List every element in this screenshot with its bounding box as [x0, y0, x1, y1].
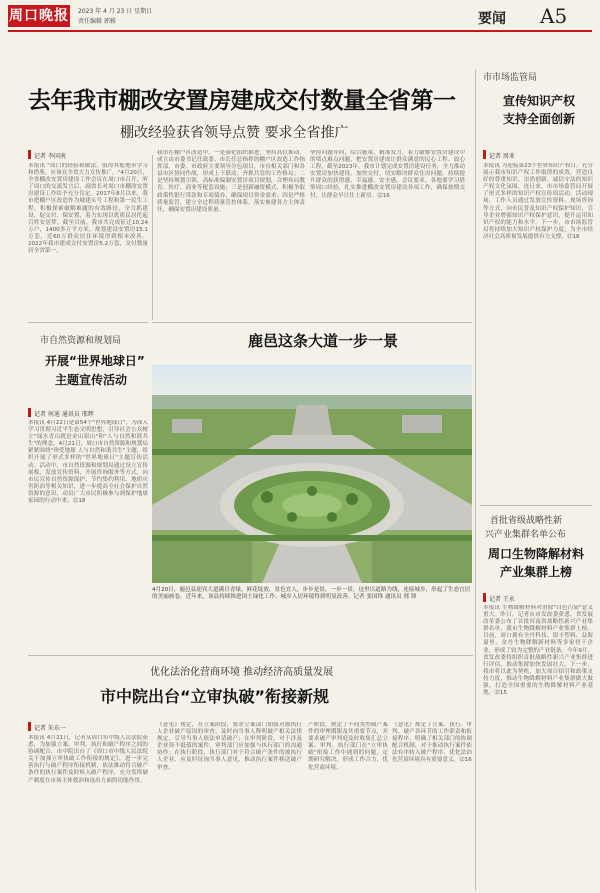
- bottom-column-1: 本报讯 4月21日，记者从周口市中级人民法院获悉，为加强立案、审判、执行和破产程序之间的协调配合，市中院出台了《周口市中级人民法院关于加强立审执破工作衔接的规定》，进一步完善执行与破产程序衔接机制，依法推动符合破产条件的执行案件及时转入破产程序，充分发挥破产制度在市场主体救治和退出方面的功能作用。: [28, 735, 148, 784]
- left-mid-byline: 记者 何迪 通讯员 邢辉: [28, 408, 94, 418]
- byline-marker-icon: [483, 150, 486, 159]
- left-mid-title-line2: 主题宣传活动: [55, 373, 128, 387]
- bottom-headline: 市中院出台“立审执破”衔接新规: [100, 687, 330, 706]
- right-mid-kicker-line2: 兴产业集群名单公布: [485, 530, 567, 540]
- bottom-column-4: 《意见》规定了立案、执行、审判、破产各环节的工作职责和衔接程序，明确了相关部门的协调配合机制，对于推动执行案件依法有序转入破产程序、优化法治化营商环境具有重要意义。⑫16: [392, 722, 472, 764]
- bottom-byline: 记者 朱东一: [28, 722, 66, 732]
- left-mid-rule: [28, 322, 148, 323]
- byline-marker-icon: [28, 150, 31, 159]
- right-top-title-line1: 宣传知识产权: [503, 94, 576, 108]
- right-top-title-line2: 支持全面创新: [503, 112, 576, 126]
- right-mid-byline: 记者 王永: [483, 593, 515, 603]
- bottom-top-rule: [28, 655, 473, 656]
- newspaper-logo: 周口晚报: [8, 5, 70, 27]
- right-mid-kicker-line1: 首批省级战略性新: [490, 516, 563, 526]
- left-mid-body: 本报讯 4月22日是第54个"世界地球日"。为深入学习贯彻习近平生态文明思想，引导社会公众树立"绿水青山就是金山银山"和"人与自然和谐共生"的理念，4月21日，周口市自然资源和规划局紧紧围绕"珍爱地球 人与自然和谐共生"主题，组织开展了形式多样的"世界地球日"主题宣传活动。活动中，市自然资源和规划局通过设立宣传展板、发放宣传资料、开展咨询服务等方式，向市民宣传自然资源保护、节约集约利用、地质灾害防治等相关知识，进一步提高全社会保护自然资源的意识，动员广大市民积极参与到保护地球家园的行动中来。⑫18: [28, 420, 148, 505]
- feature-photo-title: 鹿邑这条大道一步一景: [248, 332, 399, 350]
- responsible-editor: 责任编辑 郭雅: [78, 18, 116, 25]
- bottom-column-3: 产阶段，规定了不同类型破产案件的审理期限及其重要节点，并要求破产审判庭及时收集汇总立案、审判、执行部门在"立审执破"衔接工作中遇到的问题，定期研究解决，形成工作合力，优化营商环境。: [308, 722, 388, 771]
- bottom-column-2: 《意见》规定，在立案阶段，要求立案部门加强对被执行人企业破产原因的审查，及时向当事人释明破产相关法律规定，引导当事人依法申请破产；在审判阶段，对于涉及企业资不抵债的案件，审判部门应加强与执行部门的沟通协作；在执行阶段，执行部门对于符合破产条件的被执行人企业，应及时征询当事人意见，推动执行案件移送破产审查。: [157, 722, 302, 771]
- right-mid-body: 本报讯 生物降解材料对消除"白色污染"意义重大。昨日，记者从市发改委获悉，省发展改革委公布了首批河南省战略性新兴产业集群名单，我市生物降解材料产业集群上榜。目前，周口拥有全丹科技、银丰塑料、益海嘉里、金丹生物降解新材料等多家骨干企业，形成了较为完整的产业链条。今年9月，省发改委将组织首批战略性新兴产业集群进行评估，推动集群加快发展壮大。下一步，我市将以此为契机，加大项目招引和政策支持力度，推动生物降解材料产业集群做大做强，打造全国重要的生物降解材料产业基地。⑫15: [483, 605, 593, 697]
- byline-marker-icon: [28, 408, 31, 417]
- issue-date: 2023 年 4 月 23 日 星期日: [78, 8, 153, 15]
- right-top-kicker: 市市场监管局: [483, 73, 538, 83]
- bottom-kicker: 优化法治化营商环境 推动经济高质量发展: [150, 667, 334, 678]
- right-mid-title-line1: 周口生物降解材料: [488, 547, 585, 561]
- byline-marker-icon: [483, 593, 486, 602]
- lead-column-3: 坚持问题导向，综合施策，精准发力，着力破解安置房建设中的堵点难点问题，把安置房建成让群众满意的民心工程、放心工程。截至2023年，我市计划完成安置房建设任务，全力推动安置房加快建设、加快交付，切实解决群众住房问题，持续提升群众的获得感、幸福感、安全感。会议要求，各地要学习借鉴周口经验，扎实推进棚改安置房建设各项工作，确保按期交付，让群众早日住上新房。⑫16: [310, 150, 465, 199]
- column-divider: [152, 155, 153, 320]
- photo-illustration: [152, 365, 472, 583]
- right-top-byline: 记者 周亚: [483, 150, 515, 160]
- lead-subhead: 棚改经验获省领导点赞 要求全省推广: [120, 125, 349, 141]
- feature-caption: 4月20日，鹿邑县迎宾大道满目青绿，鲜花绽放，景色宜人，步步是景，一步一景。这里以道路为线，连接城乡，串起了生态宜居的美丽画卷，近年来，该县持续推进国土绿化工作，城乡人居环境得到明显改善。记者 张国锋 通讯员 邢 锋: [152, 587, 471, 600]
- masthead-rule: [8, 30, 592, 32]
- lead-byline: 记者 李国南: [28, 150, 66, 160]
- lead-headline: 去年我市棚改安置房建成交付数量全省第一: [28, 88, 456, 114]
- lead-column-1: 本报讯 "周口的经验和做法，值得其他地市学习和借鉴，应该在全省大力宣传推广。"4月20日，全省棚改安置房建设工作会议在周口市召开，听了周口的交流发言后，副省长对周口市棚改安置房建设工作给予充分肯定。2017年8月以来，我市把棚户区改造作为城建头号工程和第一民生工程，积极探索破解难题的有效路径，全力抓建设、促交付、保安置，着力实现以优质民居托起百姓安居梦。截至目前，我市共完成征迁10.24万户，1400多万平方米，规划建设安置房15.1万套，近60万群众居住环境得到根本改善。2022年我市建成交付安置房5.2万套，交付数量居全省第一。: [28, 163, 148, 255]
- right-mid-title-line2: 产业集群上榜: [500, 565, 573, 579]
- lead-column-2: 我市在棚户区改造中，一是强化组织推进，坚持高位推动，成立由市委书记任政委、市长任总指挥的棚户区改造工作指挥部，市委、市政府主要领导分包项目，市直相关部门和各县市区协同作战，形成上下联动、齐抓共管的工作格局；二是坚持规划引领，高标准编制安置房项目规划，合理布局教育、医疗、商业等配套设施；三是创新融资模式，积极争取政策性银行贷款和专项债券，确保项目资金需求；四是严格质量监管，建立全过程质量管控体系，落实参建各方主体责任，确保安置房建设质量。: [157, 150, 305, 213]
- right-column-divider: [475, 70, 476, 890]
- right-top-body: 本报讯 为迎接第23个世界知识产权日，充分展示我市知识产权工作取得的成效，营造良好的尊重知识、崇尚创新、诚信守法的知识产权文化氛围，连日来，市市场监管局开展了形式多样的知识产权宣传周活动。活动现场，工作人员通过发放宣传资料、现场咨询等方式，向市民普及知识产权保护知识，引导企业增强知识产权保护意识，提升运用知识产权的能力和水平。下一步，市市场监管局将持续加大知识产权保护力度，为全市经济社会高质量发展提供有力支撑。⑫16: [483, 163, 593, 240]
- left-mid-kicker: 市自然资源和规划局: [40, 336, 122, 346]
- right-mid-rule: [480, 505, 592, 506]
- roundabout-aerial-photo: [152, 365, 472, 583]
- page-number: A5: [540, 4, 568, 28]
- byline-marker-icon: [28, 722, 31, 731]
- section-name: 要闻: [478, 11, 506, 27]
- feature-top-rule: [152, 322, 472, 323]
- left-mid-title-line1: 开展“世界地球日”: [45, 354, 145, 368]
